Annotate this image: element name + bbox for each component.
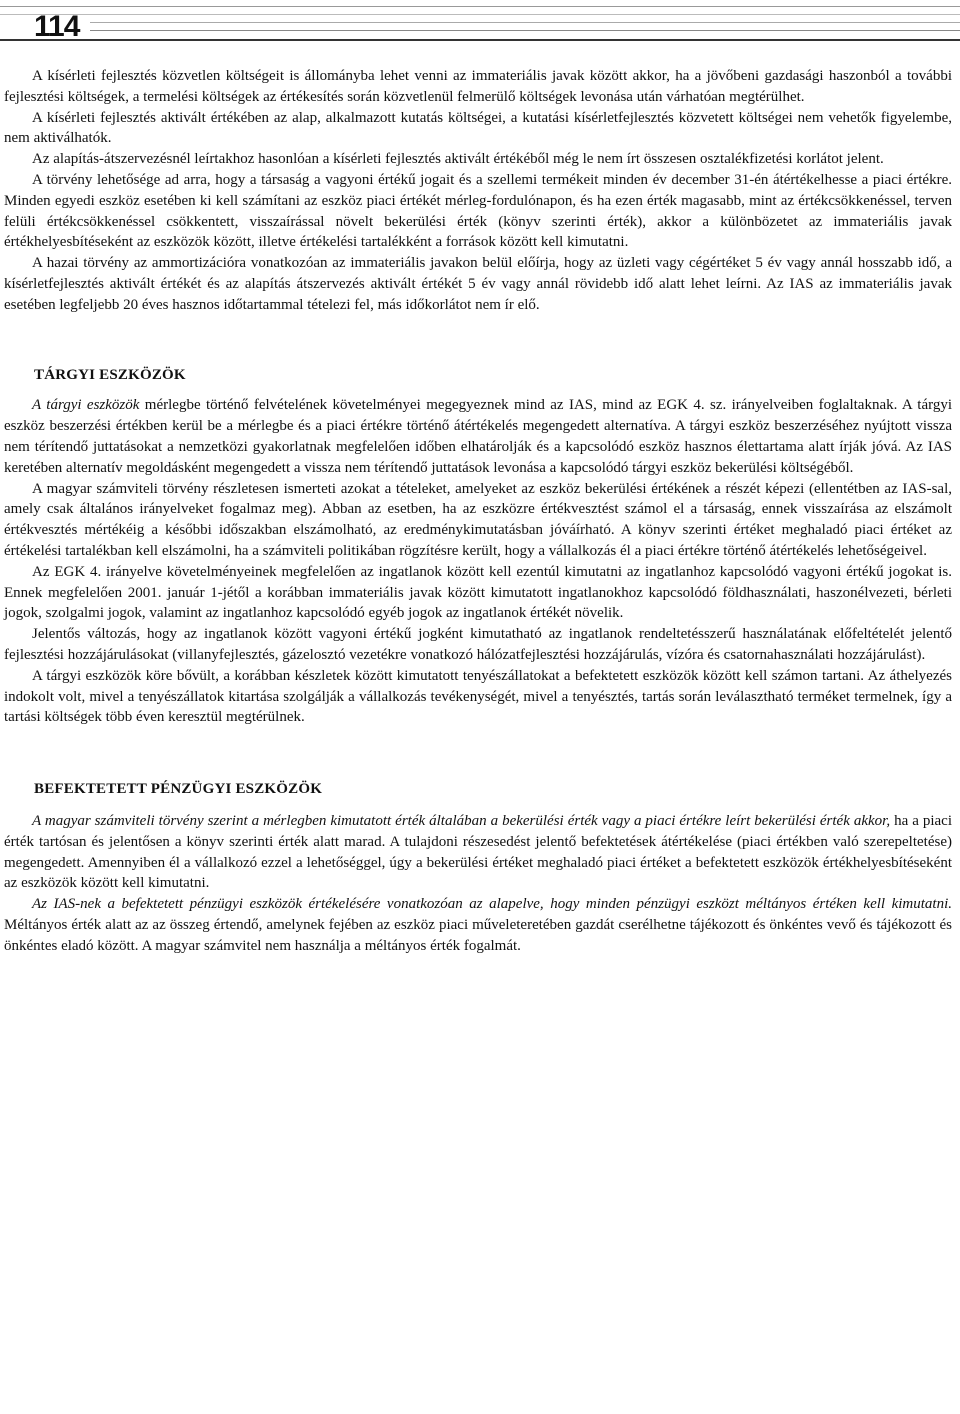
paragraph-text: Méltányos érték alatt az az összeg értendő, amelynek fejében az eszköz piaci műveleteretében gazdát cserélhetne tájékozott és önkéntes vevő és tájékozott és önkéntes eladó között. A magyar számvitel nem használja a méltányos érték fogalmát. (4, 916, 952, 954)
paragraph-text: mérlegbe történő felvételének követelményei megegyeznek mind az IAS, mind az EGK 4. sz. irányelveiben foglaltaknak. A tárgyi eszköz beszerzési értékben kerül be a mérlegbe és a piaci értékre történő átértékelés megengedett alternatíva. A tárgyi eszköz beszerzéséhez nyújtott vissza nem térítendő juttatásokat a nemzetközi gyakorlatnak megfelelően időben elhatárolják és a kapcsolódó eszköz hasznos élettartama alatt írják jóvá. Az IAS keretében alternatív megoldásként megengedett a vissza nem térítendő juttatások levonása a kapcsolódó tárgyi eszköz bekerülési költségéből. (4, 397, 953, 476)
paragraph: Jelentős változás, hogy az ingatlanok között vagyoni értékű jogként kimutatható az ingatlanok rendeltetésszerű használatának előfeltételét jelentő fejlesztési hozzájárulásokat (villanyfejlesztés, gázelosztó vezetékre vonatkozó hálózatfejlesztési hozzájárulás, vízóra és csatornahasználati hozzájárulást). (4, 626, 952, 663)
paragraph: Az EGK 4. irányelve követelményeinek megfelelően az ingatlanok között kell ezentúl kimutatni az ingatlanhoz kapcsolódó vagyoni értékű jogokat is. Ennek megfelelően 2001. január 1-jétől a korábban immateriális javak között kimutatott ingatlanokhoz kapcsolódó földhasználati, haszonélvezeti, bérleti jogok, szolgalmi jogok, valamint az ingatlanhoz kapcsolódó egyéb jogok az ingatlanok értékét növelik. (4, 563, 952, 622)
paragraph: A kísérleti fejlesztés közvetlen költségeit is állományba lehet venni az immateriális javak között akkor, ha a jövőbeni gazdasági haszonból a további fejlesztési költségek, a termelési költségek az értékesítés során közvetlenül felmerülő költségek levonása után várhatóan megtérülhet. (4, 68, 952, 105)
italic-phrase: Az IAS-nek a befektetett pénzügyi eszközök értékelésére vonatkozóan az alapelve, hogy minden pénzügyi eszközt méltányos értéken kell kimutatni. (32, 896, 952, 913)
header-rule (90, 22, 960, 23)
paragraph: A törvény lehetősége ad arra, hogy a társaság a vagyoni értékű jogait és a szellemi termékeit minden év december 31-én átértékelhesse a piaci értékre. Minden egyedi eszköz esetében ki kell számítani az eszköz piaci értékét mérleg-fordulónapon, és ha ezen érték magasabb, mint az értékcsökkenéssel, terven felüli értékcsökkenéssel csökkentett, visszaírással növelt bekerülési érték (könyv szerinti érték), akkor a különbözetet az immateriális javak értékhelyesbítéseként az eszközök között, illetve értékelési tartalékként a források között kell kimutatni. (4, 171, 952, 251)
page-header (0, 0, 960, 50)
header-rule (90, 30, 960, 31)
page-body (4, 66, 952, 956)
header-rule (0, 6, 960, 7)
paragraph (4, 811, 952, 894)
paragraph: A hazai törvény az ammortizációra vonatkozóan az immateriális javakon belül előírja, hogy az üzleti vagy cégértéket 5 év vagy annál hosszabb idő, a kísérletfejlesztés aktivált értékét és az alapítás átszervezés aktivált értékét 5 év vagy annál rövidebb idő alatt lehet leírni. Az IAS az immateriális javak esetében legfeljebb 20 éves hasznos időtartammal tételezi fel, más időkorlátot nem ír elő. (4, 255, 952, 313)
header-rule (0, 14, 960, 15)
paragraph (4, 894, 952, 956)
paragraph: A kísérleti fejlesztés aktivált értékében az alap, alkalmazott kutatás költségei, a kutatási kísérletfejlesztés közvetett költségei nem vehetők figyelembe, nem aktiválhatók. (4, 109, 952, 147)
page-number: 114 (34, 10, 80, 43)
paragraph: A tárgyi eszközök köre bővült, a korábban készletek között kimutatott tenyészállatokat a befektetett eszközök között kell számon tartani. Az áthelyezés indokolt volt, mivel a tenyészállatok kitartása szolgálják a vállalkozás tevékenységét, mivel a tenyésztés, tartás során leválasztható terméket termelnek, így a tartási költségek több éven keresztül megtérülnek. (4, 667, 952, 726)
italic-phrase: A magyar számviteli törvény szerint a mérlegben kimutatott érték általában a bekerülési érték vagy a piaci értékre leírt bekerülési érték akkor, (32, 812, 891, 829)
paragraph-text: ha a piaci érték tartósan és jelentősen a könyv szerinti érték alatt marad. A tulajdoni részesedést jelentő befektetések átértékelése (piaci értékben való szerepeltetése) megengedett. Amennyiben él a vállalkozó ezzel a lehetőséggel, úgy a bekerülési értéket meghaladó piaci értéket a befektetett eszközök értékhelyesbítéseként az eszközök között kell kimutatni. (4, 812, 952, 892)
paragraph: A magyar számviteli törvény részletesen ismerteti azokat a tételeket, amelyeket az eszköz bekerülési értékének a részét képezi (ellentétben az IAS-sal, amely csak általános irányelveket fogalmaz meg). Abban az esetben, ha az eszközre értékvesztést számol el a társaság, ennek visszaírása az elszámolt értékvesztés mértékéig a későbbi időszakban elszámolható, az eredménykimutatásban jóváírható. A könyv szerinti értéket meghaladó piaci értéket az értékelési tartalékban kell elszámolni, ha a számviteli politikában rögzítésre került, hogy a vállalkozás él a piaci értékre történő átértékelés lehetőségeivel. (4, 480, 952, 559)
paragraph (4, 395, 952, 478)
header-rule (0, 39, 960, 41)
section-heading-targyi: TÁRGYI ESZKÖZÖK (34, 366, 186, 383)
italic-phrase: A tárgyi eszközök (32, 397, 140, 414)
paragraph: Az alapítás-átszervezésnél leírtakhoz hasonlóan a kísérleti fejlesztés aktivált értékéből még le nem írt összesen osztalékfizetési korlátot jelent. (32, 151, 884, 168)
section-heading-befektetett: BEFEKTETETT PÉNZÜGYI ESZKÖZÖK (34, 781, 323, 798)
